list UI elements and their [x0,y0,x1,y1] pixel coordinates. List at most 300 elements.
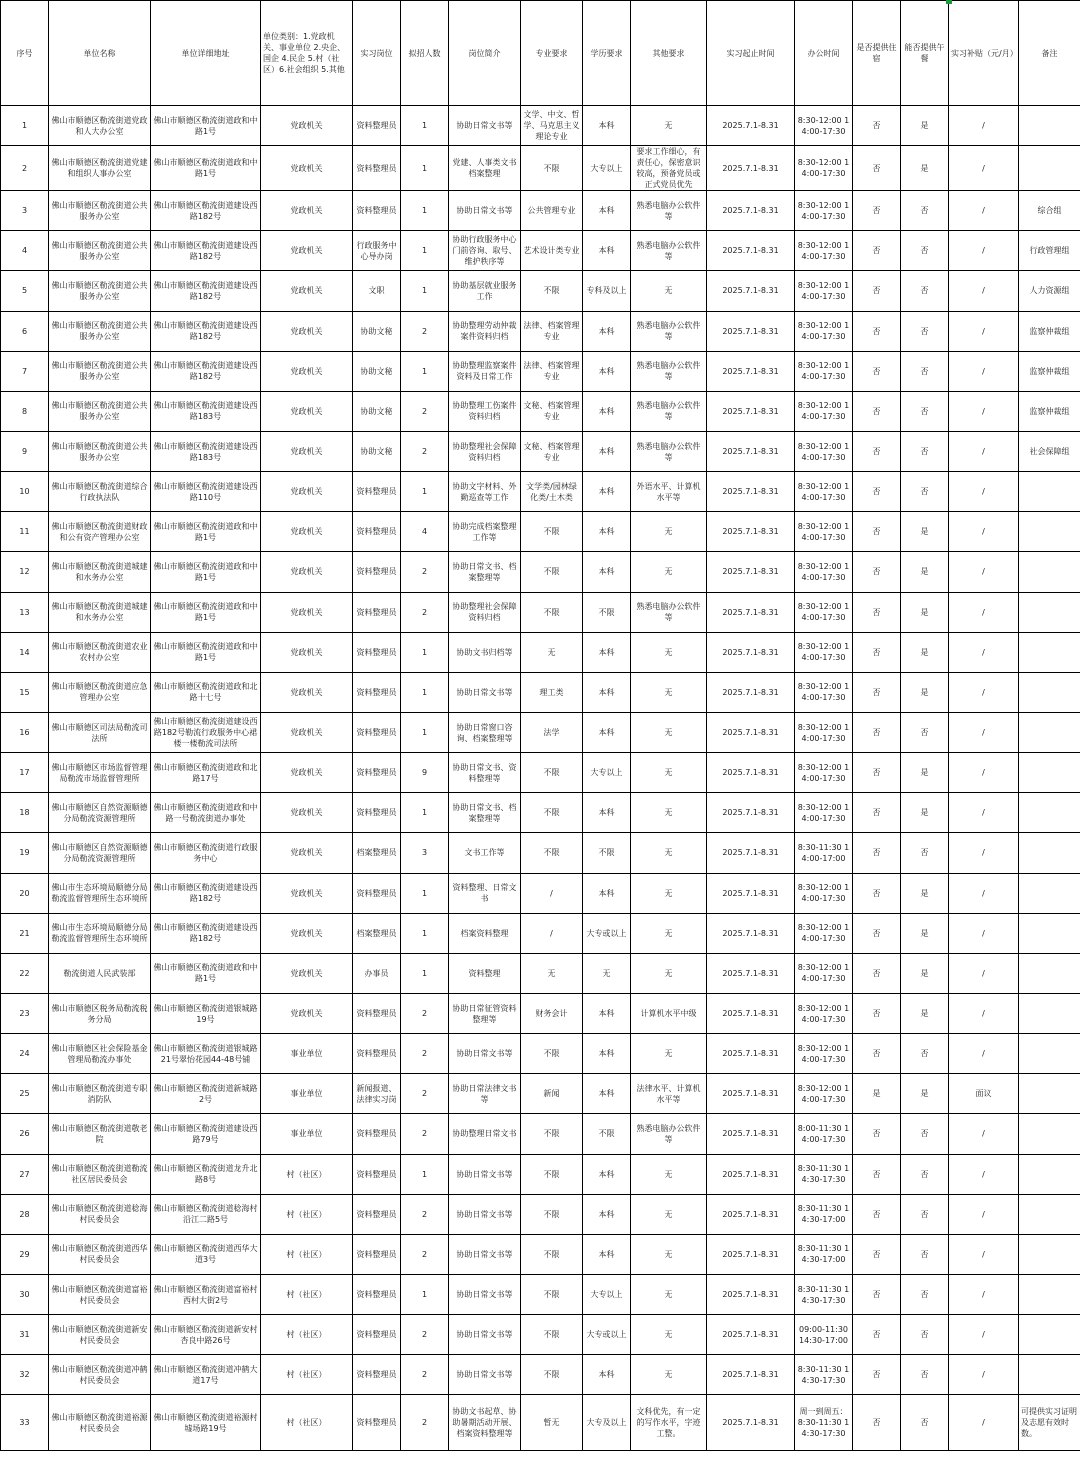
cell-type: 村（社区） [261,1194,353,1234]
cell-post: 资料整理员 [353,1154,401,1194]
cell-type: 党政机关 [261,833,353,873]
cell-count: 2 [401,1234,449,1274]
cell-intro: 协助日常文书等 [449,1315,521,1355]
table-row [1,431,1080,471]
cell-post: 资料整理员 [353,1355,401,1395]
cell-note [1019,913,1080,953]
cell-lodging: 否 [853,146,901,191]
cell-intro: 协助日常征管资料整理等 [449,993,521,1033]
cell-lodging: 否 [853,1194,901,1234]
cell-period: 2025.7.1-8.31 [707,191,795,231]
header-subsidy: 实习补贴（元/月） [949,1,1019,106]
cell-note [1019,512,1080,552]
cell-note: 监察仲裁组 [1019,351,1080,391]
cell-other: 计算机水平中级 [631,993,707,1033]
cell-count: 2 [401,592,449,632]
cell-other: 无 [631,1315,707,1355]
cell-address: 佛山市顺德区勒流街道政和北路十七号 [151,672,261,712]
cell-edu: 本科 [583,793,631,833]
cell-type: 事业单位 [261,1074,353,1114]
cell-lunch: 否 [901,231,949,271]
cell-address: 佛山市顺德区勒流街道新城路2号 [151,1074,261,1114]
cell-edu: 本科 [583,672,631,712]
cell-unit: 佛山市顺德区勒流街道财政和公有资产管理办公室 [49,512,151,552]
cell-post: 资料整理员 [353,793,401,833]
cell-post: 资料整理员 [353,753,401,793]
cell-note [1019,1074,1080,1114]
cell-address: 佛山市顺德区勒流街道建设西路182号 [151,351,261,391]
cell-post: 协助文秘 [353,391,401,431]
cell-unit: 佛山市顺德区司法局勒流司法所 [49,712,151,752]
cell-no: 18 [1,793,49,833]
cell-note [1019,552,1080,592]
table-row [1,993,1080,1033]
cell-post: 资料整理员 [353,1114,401,1154]
table-row [1,632,1080,672]
cell-hours: 8:30-12:00 14:00-17:30 [795,632,853,672]
cell-intro: 协助整理日常文书 [449,1114,521,1154]
cell-subsidy: / [949,913,1019,953]
cell-type: 党政机关 [261,753,353,793]
cell-intro: 协助日常窗口咨询、档案整理等 [449,712,521,752]
header-major: 专业要求 [521,1,583,106]
cell-subsidy: / [949,712,1019,752]
table-row [1,592,1080,632]
cell-edu: 大专以上 [583,146,631,191]
cell-subsidy: / [949,1315,1019,1355]
cell-count: 2 [401,391,449,431]
cell-post: 资料整理员 [353,552,401,592]
cell-count: 1 [401,672,449,712]
cell-period: 2025.7.1-8.31 [707,1234,795,1274]
cell-address: 佛山市顺德区勒流街道龙升北路8号 [151,1154,261,1194]
cell-edu: 本科 [583,391,631,431]
cell-address: 佛山市顺德区勒流街道建设西路182号 [151,191,261,231]
cell-note [1019,712,1080,752]
cell-period: 2025.7.1-8.31 [707,106,795,146]
cell-address: 佛山市顺德区勒流街道建设西路182号 [151,271,261,311]
cell-period: 2025.7.1-8.31 [707,873,795,913]
cell-period: 2025.7.1-8.31 [707,833,795,873]
cell-count: 1 [401,191,449,231]
cell-count: 2 [401,1355,449,1395]
cell-lodging: 否 [853,351,901,391]
cell-other: 无 [631,552,707,592]
cell-hours: 8:30-12:00 14:00-17:30 [795,592,853,632]
cell-major: 不限 [521,1315,583,1355]
cell-other: 无 [631,833,707,873]
cell-intro: 协助整理社会保障资料归档 [449,592,521,632]
cell-count: 1 [401,146,449,191]
cell-period: 2025.7.1-8.31 [707,351,795,391]
cell-other: 无 [631,1194,707,1234]
table-row [1,472,1080,512]
cell-address: 佛山市顺德区勒流街道建设西路182号 [151,231,261,271]
cell-edu: 本科 [583,1194,631,1234]
cell-lodging: 否 [853,1355,901,1395]
cell-note [1019,672,1080,712]
cell-edu: 大专或以上 [583,913,631,953]
table-row [1,873,1080,913]
cell-address: 佛山市顺德区勒流街道建设西路182号 [151,913,261,953]
cell-no: 26 [1,1114,49,1154]
cell-intro: 档案资料整理 [449,913,521,953]
cell-major: 财务会计 [521,993,583,1033]
cell-unit: 佛山市顺德区勒流街道公共服务办公室 [49,351,151,391]
cell-unit: 佛山市顺德区市场监督管理局勒流市场监督管理所 [49,753,151,793]
cell-note [1019,1034,1080,1074]
table-row [1,793,1080,833]
cell-note [1019,1194,1080,1234]
header-lodging: 是否提供住宿 [853,1,901,106]
cell-type: 党政机关 [261,913,353,953]
cell-lunch: 否 [901,472,949,512]
cell-type: 村（社区） [261,1274,353,1314]
cell-other: 无 [631,1034,707,1074]
cell-count: 2 [401,1194,449,1234]
cell-count: 2 [401,1395,449,1451]
cell-address: 佛山市顺德区勒流街道西华大道3号 [151,1234,261,1274]
cell-unit: 佛山市顺德区勒流街道城建和水务办公室 [49,592,151,632]
cell-hours: 8:30-12:00 14:00-17:30 [795,552,853,592]
cell-no: 17 [1,753,49,793]
cell-unit: 佛山市顺德区勒流街道党建和组织人事办公室 [49,146,151,191]
cell-period: 2025.7.1-8.31 [707,472,795,512]
cell-note: 社会保障组 [1019,431,1080,471]
cell-period: 2025.7.1-8.31 [707,1274,795,1314]
cell-major: 不限 [521,1355,583,1395]
cell-note [1019,793,1080,833]
cell-post: 协助文秘 [353,351,401,391]
cell-lodging: 否 [853,391,901,431]
cell-intro: 协助日常文书等 [449,1154,521,1194]
cell-no: 15 [1,672,49,712]
cell-other: 熟悉电脑办公软件等 [631,191,707,231]
cell-lunch: 是 [901,793,949,833]
cell-lunch: 否 [901,1274,949,1314]
cell-note [1019,953,1080,993]
cell-type: 党政机关 [261,271,353,311]
header-no: 序号 [1,1,49,106]
cell-type: 党政机关 [261,191,353,231]
cell-subsidy: 面议 [949,1074,1019,1114]
cell-edu: 本科 [583,191,631,231]
cell-type: 党政机关 [261,672,353,712]
cell-other: 无 [631,1355,707,1395]
cell-other: 要求工作细心，有责任心，保密意识较高，预备党员或正式党员优先 [631,146,707,191]
cell-post: 资料整理员 [353,873,401,913]
table-row [1,552,1080,592]
cell-other: 熟悉电脑办公软件等 [631,351,707,391]
cell-intro: 资料整理 [449,953,521,993]
cell-post: 档案整理员 [353,913,401,953]
cell-other: 无 [631,873,707,913]
cell-other: 无 [631,953,707,993]
cell-lodging: 否 [853,1114,901,1154]
cell-address: 佛山市顺德区勒流街道裕源村墟场路19号 [151,1395,261,1451]
cell-type: 党政机关 [261,391,353,431]
cell-period: 2025.7.1-8.31 [707,271,795,311]
cell-no: 14 [1,632,49,672]
cell-address: 佛山市顺德区勒流街道建设西路182号 [151,873,261,913]
cell-other: 无 [631,1154,707,1194]
cell-other: 无 [631,1234,707,1274]
cell-hours: 8:30-11:30 14:30-17:30 [795,1154,853,1194]
cell-count: 1 [401,913,449,953]
cell-unit: 佛山市顺德区勒流街道富裕村民委员会 [49,1274,151,1314]
cell-no: 21 [1,913,49,953]
cell-major: 不限 [521,592,583,632]
cell-type: 党政机关 [261,552,353,592]
cell-major: 不限 [521,1154,583,1194]
cell-count: 1 [401,712,449,752]
cell-intro: 协助文书起草、协助暑期活动开展、档案资料整理等 [449,1395,521,1451]
cell-unit: 佛山市顺德区勒流街道党政和人大办公室 [49,106,151,146]
table-row [1,1034,1080,1074]
cell-major: 文学类/园林绿化类/土木类 [521,472,583,512]
cell-lodging: 否 [853,512,901,552]
cell-intro: 协助日常法律文书等 [449,1074,521,1114]
table-row [1,311,1080,351]
cell-period: 2025.7.1-8.31 [707,793,795,833]
cell-period: 2025.7.1-8.31 [707,1034,795,1074]
cell-lunch: 是 [901,913,949,953]
cell-post: 资料整理员 [353,592,401,632]
cell-subsidy: / [949,1355,1019,1395]
cell-lunch: 否 [901,431,949,471]
cell-major: 暂无 [521,1395,583,1451]
cell-period: 2025.7.1-8.31 [707,431,795,471]
cell-other: 无 [631,793,707,833]
cell-intro: 协助日常文书等 [449,1274,521,1314]
cell-count: 1 [401,271,449,311]
cell-type: 党政机关 [261,993,353,1033]
cell-edu: 本科 [583,1154,631,1194]
cell-intro: 资料整理、日常文书 [449,873,521,913]
cell-period: 2025.7.1-8.31 [707,1074,795,1114]
cell-hours: 8:30-12:00 14:00-17:30 [795,351,853,391]
cell-edu: 本科 [583,632,631,672]
cell-post: 资料整理员 [353,1315,401,1355]
cell-address: 佛山市顺德区勒流街道政和中路1号 [151,146,261,191]
cell-note [1019,833,1080,873]
cell-lodging: 否 [853,753,901,793]
table-row [1,146,1080,191]
cell-intro: 协助行政服务中心门前咨询、取号、维护秩序等 [449,231,521,271]
cell-subsidy: / [949,311,1019,351]
cell-note [1019,1154,1080,1194]
cell-address: 佛山市顺德区勒流街道行政服务中心 [151,833,261,873]
cell-hours: 8:30-11:30 14:30-17:30 [795,1274,853,1314]
cell-subsidy: / [949,1114,1019,1154]
cell-edu: 无 [583,953,631,993]
cell-major: 法律、档案管理专业 [521,351,583,391]
cell-subsidy: / [949,106,1019,146]
cell-subsidy: / [949,1395,1019,1451]
cell-hours: 8:30-11:30 14:30-17:00 [795,1234,853,1274]
cell-hours: 8:30-12:00 14:00-17:30 [795,191,853,231]
cell-hours: 8:30-12:00 14:00-17:30 [795,1034,853,1074]
cell-major: 无 [521,953,583,993]
cell-no: 22 [1,953,49,993]
cell-post: 资料整理员 [353,146,401,191]
cell-unit: 佛山市生态环境局顺德分局勒流监督管理所生态环境所 [49,913,151,953]
cell-no: 4 [1,231,49,271]
cell-lodging: 否 [853,472,901,512]
cell-no: 23 [1,993,49,1033]
cell-edu: 专科及以上 [583,271,631,311]
cell-lodging: 否 [853,632,901,672]
cell-note: 监察仲裁组 [1019,391,1080,431]
cell-unit: 佛山市顺德区勒流街道稔海村民委员会 [49,1194,151,1234]
cell-post: 档案整理员 [353,833,401,873]
cell-post: 新闻报道、法律实习岗 [353,1074,401,1114]
cell-unit: 佛山市顺德区自然资源顺德分局勒流资源管理所 [49,833,151,873]
cell-other: 熟悉电脑办公软件等 [631,311,707,351]
cell-unit: 佛山市顺德区勒流街道勒流社区居民委员会 [49,1154,151,1194]
cell-count: 2 [401,311,449,351]
cell-count: 1 [401,1274,449,1314]
cell-unit: 佛山市顺德区勒流街道敬老院 [49,1114,151,1154]
cell-no: 8 [1,391,49,431]
header-type: 单位类别：1.党政机关、事业单位 2.央企、国企 4.民企 5.村（社区）6.社会组织 5.其他 [261,1,353,106]
cell-type: 党政机关 [261,431,353,471]
cell-type: 事业单位 [261,1114,353,1154]
cell-other: 法律水平、计算机水平等 [631,1074,707,1114]
cell-count: 1 [401,351,449,391]
cell-address: 佛山市顺德区勒流街道建设西路79号 [151,1114,261,1154]
cell-type: 党政机关 [261,712,353,752]
cell-period: 2025.7.1-8.31 [707,592,795,632]
cell-unit: 佛山市顺德区勒流街道新安村民委员会 [49,1315,151,1355]
cell-intro: 协助整理劳动仲裁案件资料归档 [449,311,521,351]
cell-lunch: 否 [901,1114,949,1154]
cell-no: 9 [1,431,49,471]
cell-lunch: 否 [901,1154,949,1194]
cell-post: 资料整理员 [353,191,401,231]
cell-period: 2025.7.1-8.31 [707,146,795,191]
cell-hours: 8:30-12:00 14:00-17:30 [795,993,853,1033]
cell-lodging: 否 [853,552,901,592]
table-row [1,1074,1080,1114]
cell-unit: 佛山市生态环境局顺德分局勒流监督管理所生态环境所 [49,873,151,913]
cell-intro: 协助日常文书等 [449,1355,521,1395]
cell-major: 不限 [521,793,583,833]
cell-other: 熟悉电脑办公软件等 [631,391,707,431]
cell-other: 无 [631,632,707,672]
cell-edu: 本科 [583,106,631,146]
cell-hours: 8:30-12:00 14:00-17:30 [795,873,853,913]
cell-unit: 佛山市顺德区勒流街道公共服务办公室 [49,391,151,431]
cell-type: 党政机关 [261,231,353,271]
cell-hours: 8:30-12:00 14:00-17:30 [795,712,853,752]
cell-hours: 8:30-12:00 14:00-17:30 [795,271,853,311]
cell-post: 资料整理员 [353,632,401,672]
cell-period: 2025.7.1-8.31 [707,1194,795,1234]
cell-major: 不限 [521,1194,583,1234]
cell-lunch: 否 [901,712,949,752]
cell-major: 不限 [521,1234,583,1274]
cell-major: 不限 [521,1274,583,1314]
cell-address: 佛山市顺德区勒流街道政和中路一号勒流街道办事处 [151,793,261,833]
cell-edu: 本科 [583,873,631,913]
cell-address: 佛山市顺德区勒流街道政和中路1号 [151,632,261,672]
cell-note [1019,993,1080,1033]
cell-subsidy: / [949,833,1019,873]
cell-major: 不限 [521,753,583,793]
cell-period: 2025.7.1-8.31 [707,512,795,552]
cell-intro: 党建、人事类文书档案整理 [449,146,521,191]
cell-address: 佛山市顺德区勒流街道建设西路110号 [151,472,261,512]
cell-edu: 本科 [583,1034,631,1074]
table-row [1,1274,1080,1314]
cell-note: 可提供实习证明及志愿有效时数。 [1019,1395,1080,1451]
header-post: 实习岗位 [353,1,401,106]
cell-intro: 协助日常文书等 [449,1194,521,1234]
cell-lodging: 否 [853,873,901,913]
cell-subsidy: / [949,953,1019,993]
cell-count: 2 [401,1315,449,1355]
cell-post: 资料整理员 [353,1234,401,1274]
cell-other: 熟悉电脑办公软件等 [631,1114,707,1154]
cell-no: 7 [1,351,49,391]
cell-subsidy: / [949,431,1019,471]
cell-intro: 协助日常文书等 [449,1034,521,1074]
cell-note: 人力资源组 [1019,271,1080,311]
cell-count: 2 [401,1034,449,1074]
cell-count: 1 [401,1154,449,1194]
cell-lunch: 否 [901,1355,949,1395]
cell-no: 10 [1,472,49,512]
table-row [1,1355,1080,1395]
cell-post: 资料整理员 [353,1274,401,1314]
cell-lunch: 否 [901,1395,949,1451]
cell-lodging: 否 [853,672,901,712]
cell-note: 监察仲裁组 [1019,311,1080,351]
cell-period: 2025.7.1-8.31 [707,993,795,1033]
cell-lodging: 否 [853,712,901,752]
cell-note: 行政管理组 [1019,231,1080,271]
cell-note [1019,1355,1080,1395]
cell-unit: 佛山市顺德区勒流街道冲鹤村民委员会 [49,1355,151,1395]
cell-no: 11 [1,512,49,552]
cell-post: 资料整理员 [353,1194,401,1234]
cell-post: 资料整理员 [353,672,401,712]
cell-hours: 8:30-12:00 14:00-17:30 [795,391,853,431]
cell-other: 无 [631,512,707,552]
cell-post: 资料整理员 [353,106,401,146]
header-intro: 岗位简介 [449,1,521,106]
cell-lodging: 否 [853,271,901,311]
cell-hours: 8:00-11:30 14:00-17:30 [795,1114,853,1154]
header-address: 单位详细地址 [151,1,261,106]
cell-major: 不限 [521,1034,583,1074]
cell-major: 艺术设计类专业 [521,231,583,271]
cell-intro: 协助完成档案整理工作等 [449,512,521,552]
cell-period: 2025.7.1-8.31 [707,391,795,431]
cell-no: 28 [1,1194,49,1234]
cell-note [1019,1315,1080,1355]
cell-address: 佛山市顺德区勒流街道政和中路1号 [151,552,261,592]
cell-major: 无 [521,632,583,672]
green-corner-mark [946,0,952,4]
cell-address: 佛山市顺德区勒流街道冲鹤大道17号 [151,1355,261,1395]
cell-edu: 不限 [583,833,631,873]
cell-lunch: 否 [901,1234,949,1274]
cell-post: 协助文秘 [353,431,401,471]
table-row [1,231,1080,271]
cell-no: 6 [1,311,49,351]
